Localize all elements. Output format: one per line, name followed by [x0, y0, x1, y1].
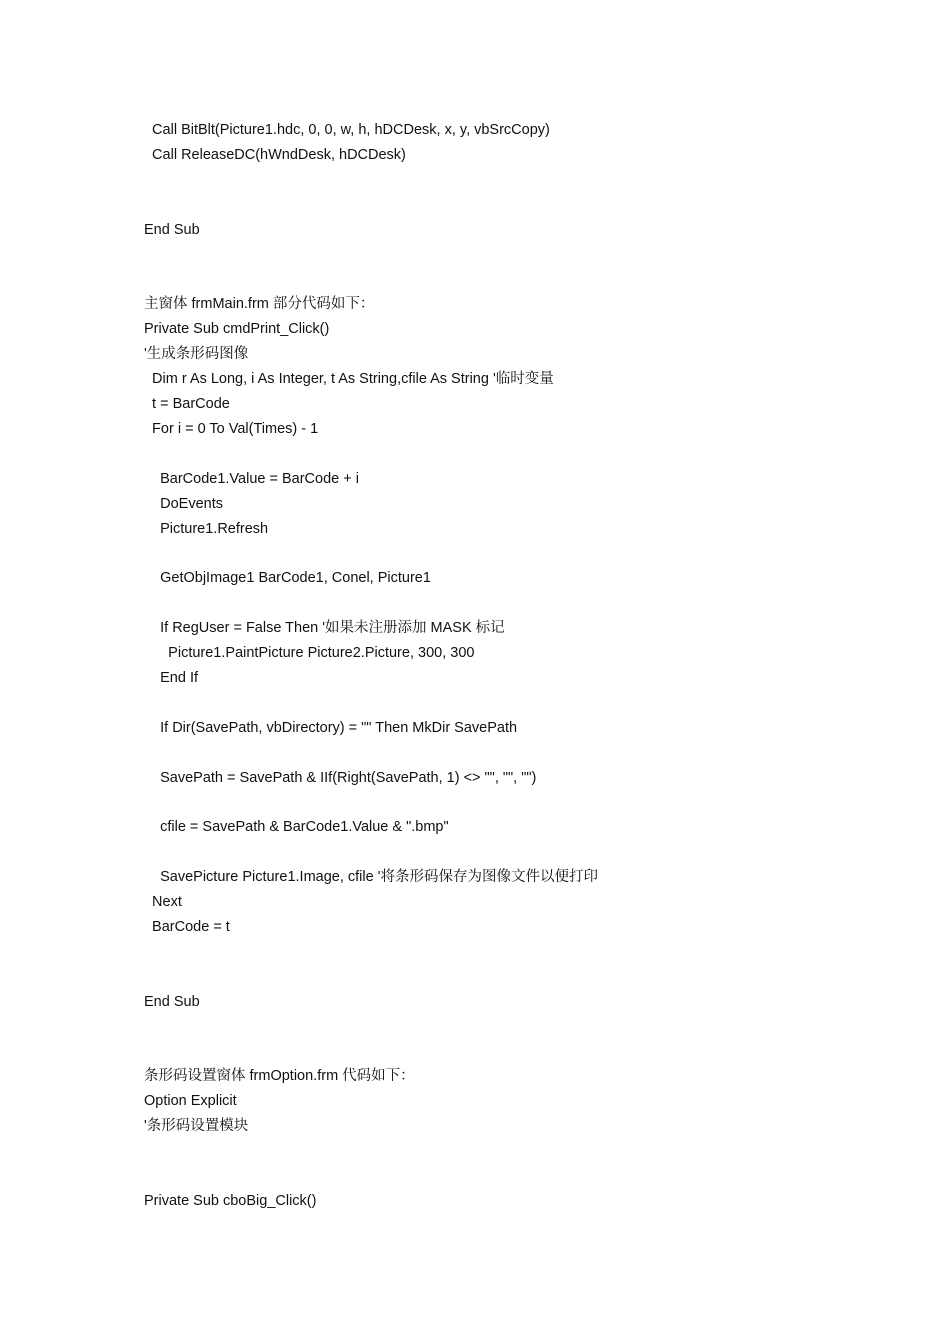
code-line: Picture1.PaintPicture Picture2.Picture, 300, 300 — [144, 645, 475, 661]
code-line: End Sub — [144, 222, 200, 238]
code-line: Picture1.Refresh — [144, 521, 269, 537]
code-line: Private Sub cmdPrint_Click() — [144, 321, 330, 337]
code-line: Option Explicit — [144, 1093, 237, 1109]
code-line: BarCode1.Value = BarCode + i — [144, 471, 359, 487]
code-line: If Dir(SavePath, vbDirectory) = "" Then MkDir SavePath — [144, 720, 518, 736]
code-line: Dim r As Long, i As Integer, t As String,cfile As String '临时变量 — [144, 371, 554, 387]
code-line: For i = 0 To Val(Times) - 1 — [144, 421, 319, 437]
code-line: Call BitBlt(Picture1.hdc, 0, 0, w, h, hDCDesk, x, y, vbSrcCopy) — [144, 122, 550, 138]
code-line: GetObjImage1 BarCode1, Conel, Picture1 — [144, 570, 431, 586]
section-heading: 主窗体 frmMain.frm 部分代码如下： — [144, 296, 375, 312]
code-line: t = BarCode — [144, 396, 230, 412]
code-line: End Sub — [144, 994, 200, 1010]
code-line: SavePicture Picture1.Image, cfile '将条形码保存为图像文件以便打印 — [144, 869, 598, 885]
code-line: If RegUser = False Then '如果未注册添加 MASK 标记 — [144, 620, 505, 636]
code-line: End If — [144, 670, 198, 686]
code-line: Call ReleaseDC(hWndDesk, hDCDesk) — [144, 147, 406, 163]
code-line: Private Sub cboBig_Click() — [144, 1193, 317, 1209]
code-comment: '生成条形码图像 — [144, 346, 249, 362]
code-line: BarCode = t — [144, 919, 230, 935]
code-line: DoEvents — [144, 496, 223, 512]
code-line: Next — [144, 894, 182, 910]
code-line: SavePath = SavePath & IIf(Right(SavePath, 1) <> "", "", "") — [144, 770, 537, 786]
section-heading: 条形码设置窗体 frmOption.frm 代码如下： — [144, 1068, 415, 1084]
code-comment: '条形码设置模块 — [144, 1118, 249, 1134]
code-line: cfile = SavePath & BarCode1.Value & ".bmp" — [144, 819, 449, 835]
